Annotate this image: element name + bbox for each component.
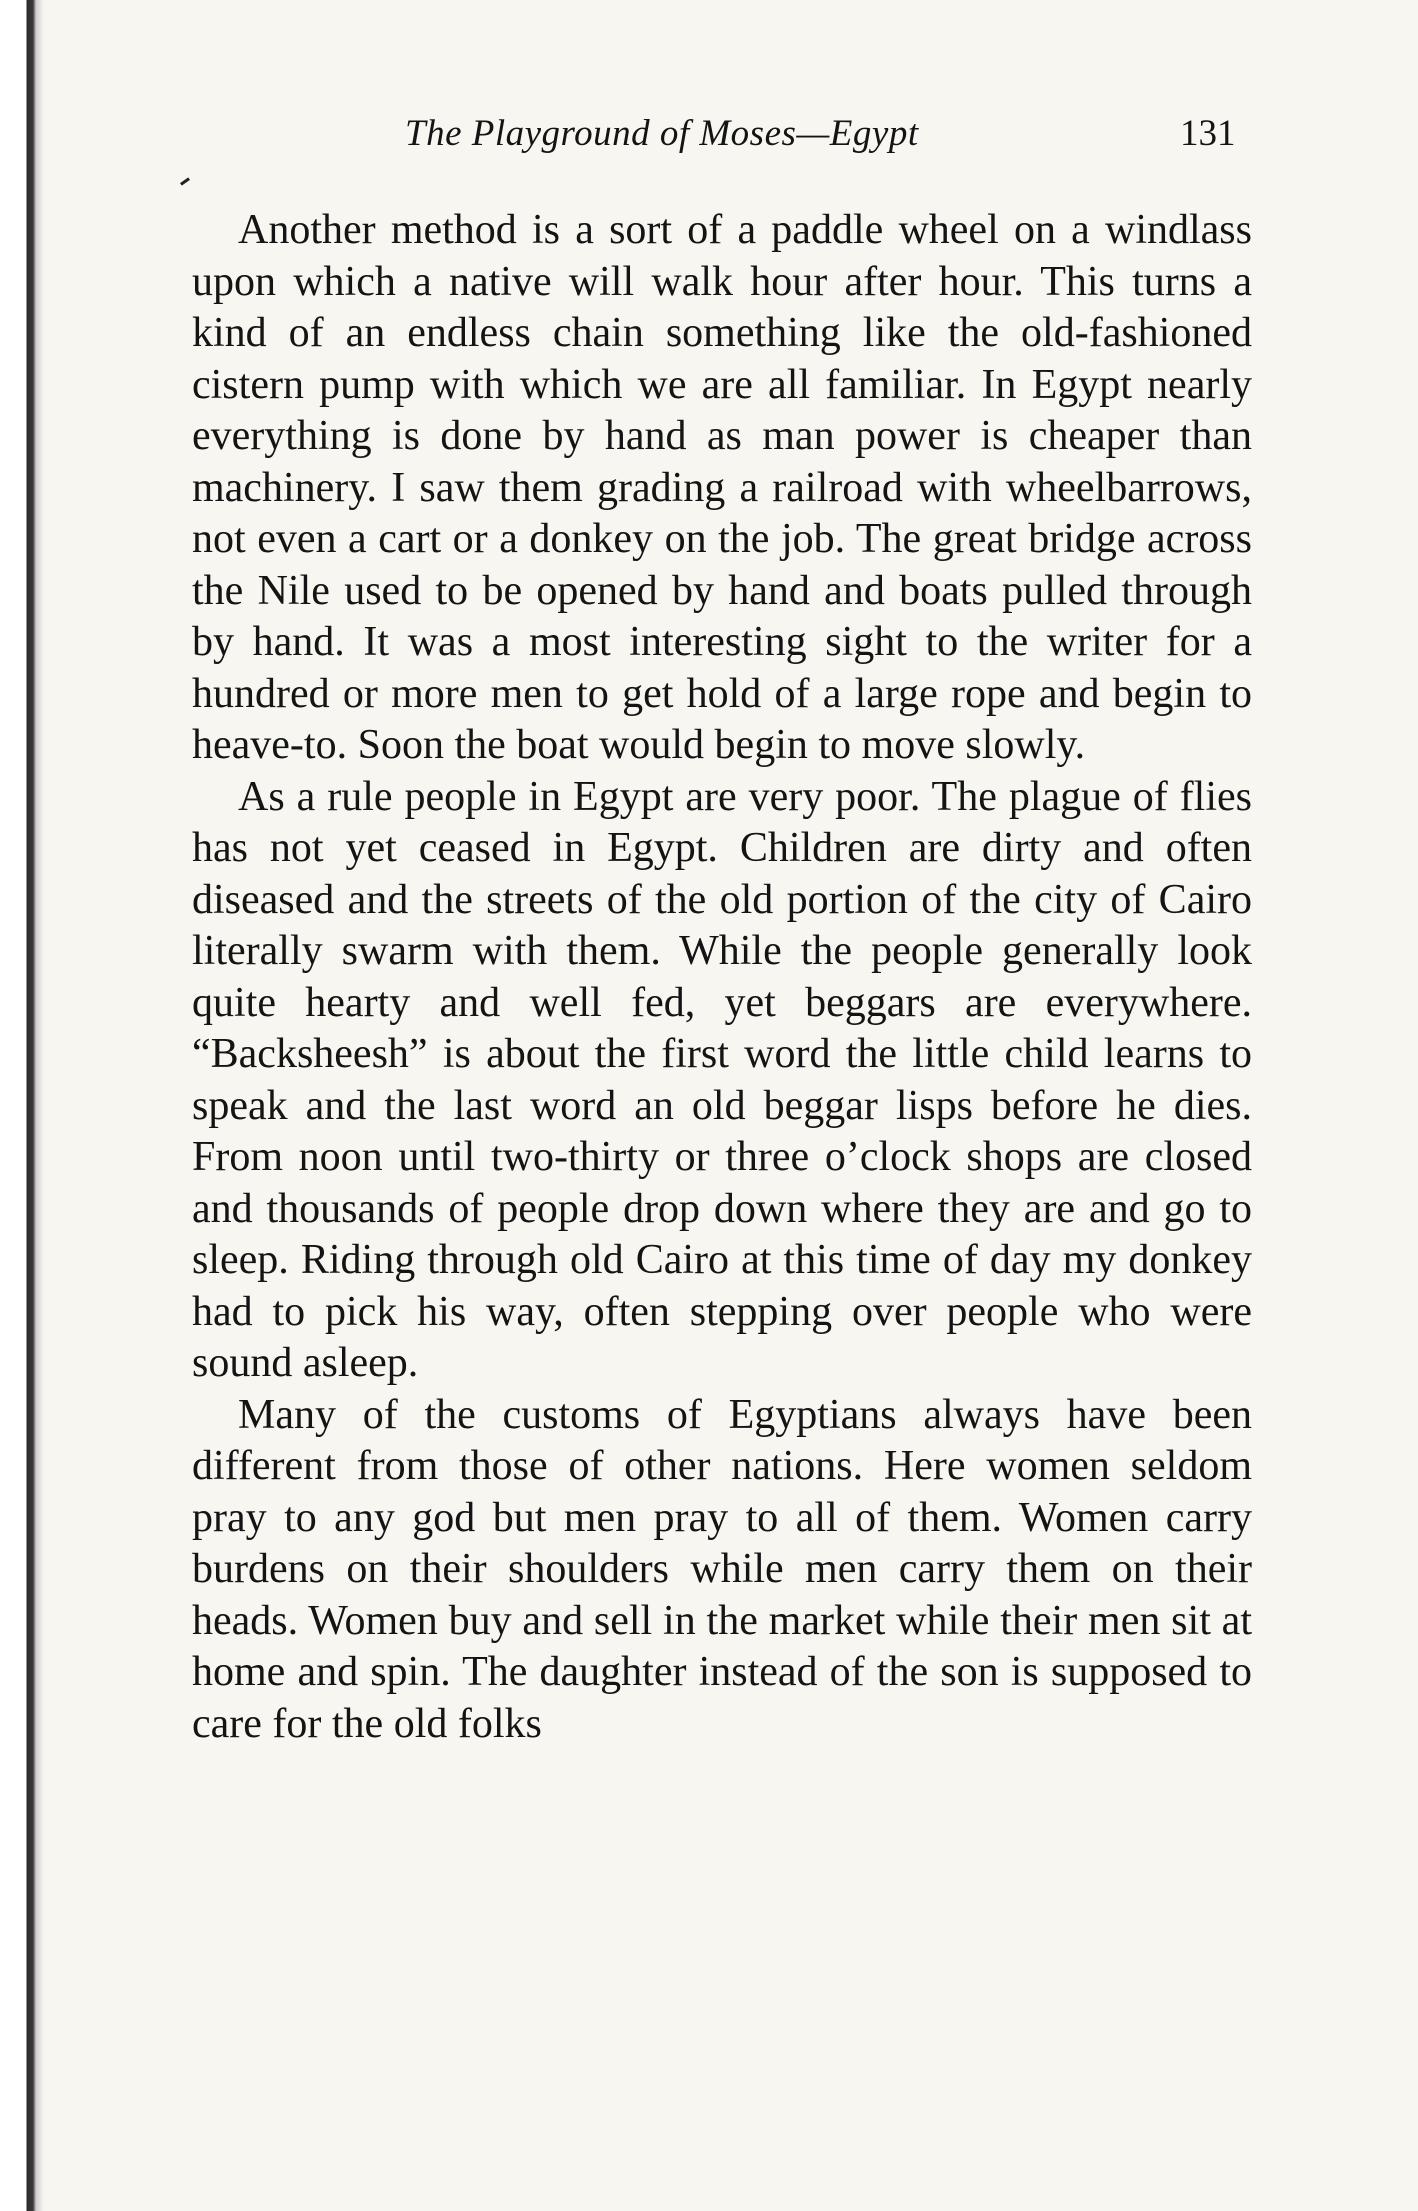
stray-ink-mark — [180, 177, 190, 185]
binding-edge — [0, 0, 44, 2211]
running-head — [0, 112, 1418, 172]
paragraph-1: Another method is a sort of a paddle wheel on a windlass upon which a native will walk hour after hour. This turns a kind of an endless chain something like the old-fashioned cistern pump with which we are all familiar. In Egypt nearly everything is done by hand as man power is cheaper than machinery. I saw them grading a railroad with wheelbarrows, not even a cart or a donkey on the job. The great bridge across the Nile used to be opened by hand and boats pulled through by hand. It was a most interesting sight to the writer for a hundred or more men to get hold of a large rope and begin to heave-to. Soon the boat would begin to move slowly. — [192, 207, 1252, 768]
running-title: The Playground of Moses—Egypt — [405, 113, 919, 154]
page-number: 131 — [1180, 113, 1236, 154]
paragraph-2: As a rule people in Egypt are very poor. The plague of flies has not yet ceased in Egypt. Children are dirty and often diseased and the streets of the old portion of the city of Cairo literally swarm with them. While the people generally look quite hearty and well fed, yet beggars are everywhere. “Backsheesh” is about the first word the little child learns to speak and the last word an old beggar lisps before he dies. From noon until two-thirty or three o’clock shops are closed and thousands of people drop down where they are and go to sleep. Riding through old Cairo at this time of day my donkey had to pick his way, often stepping over people who were sound asleep. — [192, 773, 1252, 1386]
body-text — [192, 205, 1252, 1750]
paragraph-3: Many of the customs of Egyptians always have been different from those of other nations. Here women seldom pray to any god but men pray to all of them. Women carry burdens on their shoulders while men carry them on their heads. Women buy and sell in the market while their men sit at home and spin. The daughter instead of the son is supposed to care for the old folks — [192, 1391, 1252, 1747]
